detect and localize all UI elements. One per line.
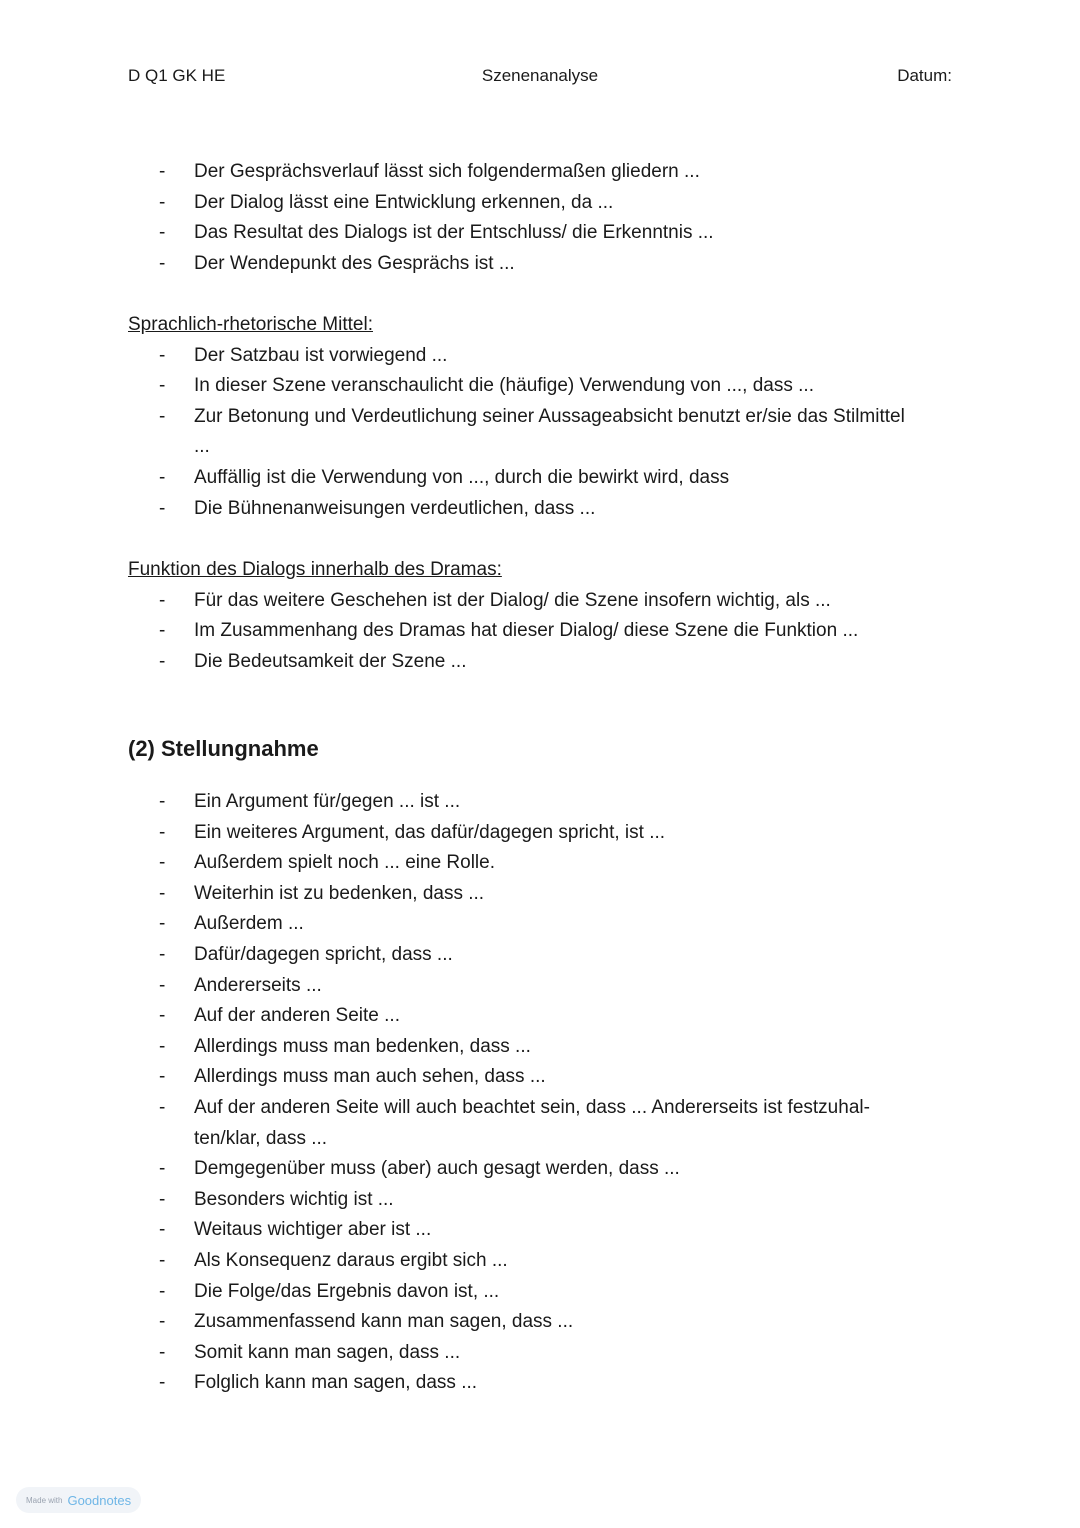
badge-prefix: Made with — [26, 1495, 63, 1505]
list-item: - Ein Argument für/gegen ... ist ... — [128, 787, 958, 818]
stellungnahme-section — [128, 787, 958, 1399]
list-item-text: Auf der anderen Seite will auch beachtet sein, dass ... Andererseits ist festzuhal- — [194, 1096, 870, 1118]
list-item: - Die Bühnenanweisungen verdeutlichen, dass ... — [128, 494, 958, 525]
list-item: - Demgegenüber muss (aber) auch gesagt werden, dass ... — [128, 1154, 958, 1185]
list-item: - Folglich kann man sagen, dass ... — [128, 1368, 958, 1399]
list-item: - Im Zusammenhang des Dramas hat dieser Dialog/ diese Szene die Funktion ... — [128, 616, 958, 647]
list-item: - Andererseits ... — [128, 971, 958, 1002]
funktion-heading: Funktion des Dialogs innerhalb des Dramas: — [128, 559, 502, 580]
funktion-list — [128, 586, 958, 678]
list-item-continuation: ... — [194, 436, 210, 458]
list-item: - Das Resultat des Dialogs ist der Entschluss/ die Erkenntnis ... — [128, 218, 958, 249]
list-item: - Weitaus wichtiger aber ist ... — [128, 1215, 958, 1246]
list-item-text: Zur Betonung und Verdeutlichung seiner Aussageabsicht benutzt er/sie das Stilmittel — [194, 405, 905, 427]
document-title: Szenenanalyse — [481, 66, 599, 85]
page-header — [0, 66, 1080, 90]
goodnotes-logo: Goodnotes — [67, 1492, 132, 1508]
list-item: - Dafür/dagegen spricht, dass ... — [128, 940, 958, 971]
stellungnahme-title: (2) Stellungnahme — [128, 736, 319, 761]
list-item: - In dieser Szene veranschaulicht die (häufige) Verwendung von ..., dass ... — [128, 371, 958, 402]
stellungnahme-list — [128, 787, 958, 1399]
funktion-section — [128, 555, 958, 677]
list-item: - Somit kann man sagen, dass ... — [128, 1338, 958, 1369]
list-item: - Außerdem spielt noch ... eine Rolle. — [128, 848, 958, 879]
list-item: - Der Satzbau ist vorwiegend ... — [128, 341, 958, 372]
stellungnahme-title-block — [128, 734, 958, 764]
list-item — [128, 402, 958, 463]
list-item-continuation: ten/klar, dass ... — [194, 1127, 328, 1149]
list-item: - Auffällig ist die Verwendung von ..., durch die bewirkt wird, dass — [128, 463, 958, 494]
list-item: - Weiterhin ist zu bedenken, dass ... — [128, 879, 958, 910]
list-item: - Allerdings muss man auch sehen, dass ... — [128, 1062, 958, 1093]
sprachlich-list — [128, 341, 958, 525]
list-item: - Der Dialog lässt eine Entwicklung erkennen, da ... — [128, 188, 958, 219]
list-item: - Auf der anderen Seite ... — [128, 1001, 958, 1032]
list-item: - Besonders wichtig ist ... — [128, 1185, 958, 1216]
list-item: - Für das weitere Geschehen ist der Dialog/ die Szene insofern wichtig, als ... — [128, 586, 958, 617]
list-item: - Die Folge/das Ergebnis davon ist, ... — [128, 1277, 958, 1308]
made-with-goodnotes-badge — [16, 1487, 141, 1513]
list-item: - Ein weiteres Argument, das dafür/dagegen spricht, ist ... — [128, 818, 958, 849]
list-item: - Als Konsequenz daraus ergibt sich ... — [128, 1246, 958, 1277]
gespraechsverlauf-section — [128, 157, 958, 279]
date-label: Datum: — [897, 66, 952, 85]
list-item: - Zusammenfassend kann man sagen, dass ... — [128, 1307, 958, 1338]
list-item: - Der Gesprächsverlauf lässt sich folgendermaßen gliedern ... — [128, 157, 958, 188]
list-item: - Die Bedeutsamkeit der Szene ... — [128, 647, 958, 678]
list-item: - Der Wendepunkt des Gesprächs ist ... — [128, 249, 958, 280]
list-item: - Außerdem ... — [128, 909, 958, 940]
course-label: D Q1 GK HE — [128, 66, 226, 85]
list-item — [128, 1093, 958, 1154]
sprachlich-heading: Sprachlich-rhetorische Mittel: — [128, 314, 373, 335]
sprachlich-section — [128, 310, 958, 524]
gespraechsverlauf-list — [128, 157, 958, 279]
list-item: - Allerdings muss man bedenken, dass ... — [128, 1032, 958, 1063]
